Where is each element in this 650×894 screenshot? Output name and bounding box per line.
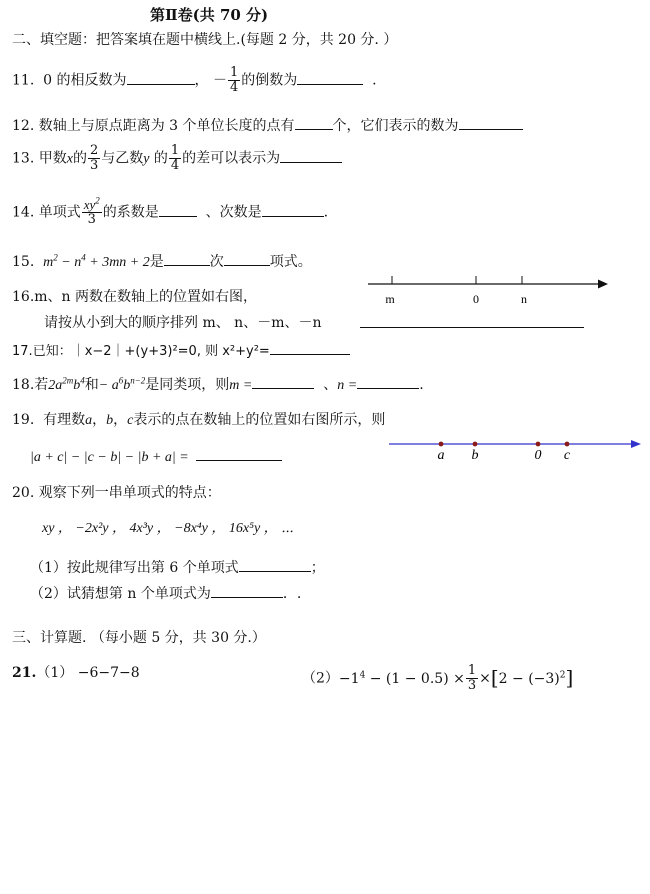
q19-var-b: b	[106, 413, 114, 428]
q15-text-2: 次	[209, 254, 224, 270]
q20-sub-2-end: ．.	[282, 586, 302, 602]
q19-axis-label-a: a	[437, 448, 445, 463]
q20-blank-2[interactable]	[211, 583, 283, 598]
q14-end: .	[323, 204, 329, 221]
q19-expression	[30, 446, 282, 467]
q21-part-2-expr: $-1^4 - (1 - 0.5)$ ×	[338, 669, 465, 687]
q14-blank-2[interactable]	[262, 202, 324, 217]
arrow-right-icon	[598, 280, 608, 289]
q20-sub-1-end: ；	[310, 560, 325, 576]
q14-number: 14.	[12, 204, 35, 221]
q12-blank-2[interactable]	[459, 115, 523, 130]
q21-part-2-label: （2）	[302, 670, 339, 687]
q18-term-1: $2a^{2m}b^4$	[48, 375, 85, 393]
q12-number: 12.	[12, 118, 35, 134]
q16-line-2-text: 请按从小到大的顺序排列 m、 n、－m、－n	[44, 315, 322, 331]
q13-var-y: y	[143, 151, 150, 167]
q15-expression: $m^2 - n^4 + 3mn + 2$	[43, 252, 150, 270]
q11-text-2: 的倒数为	[241, 72, 298, 89]
q13-of-2: 的	[153, 150, 168, 167]
q14-text-1: 单项式	[38, 204, 81, 221]
section-3-header: 三、计算题. （每小题 5 分，共 30 分.）	[12, 630, 266, 646]
question-14	[12, 195, 329, 227]
question-21	[12, 664, 140, 682]
q16-axis-label-m: m	[385, 292, 395, 306]
q14-text-2: 的系数是	[102, 204, 159, 221]
q18-sep: 、	[323, 377, 338, 393]
q21-fraction: $\frac{1}{3}$	[467, 663, 477, 693]
q20-sub-2-text: （2）试猜想第 n 个单项式为	[30, 586, 211, 602]
q11-end: .	[372, 72, 377, 89]
q20-text: 观察下列一串单项式的特点：	[38, 485, 221, 501]
q15-text-3: 项式。	[269, 254, 312, 270]
q11-blank-1[interactable]	[127, 70, 195, 85]
q19-expression-text: |a + c| − |c − b| − |b + a| =	[30, 450, 189, 465]
q18-m-eq: m =	[229, 378, 253, 393]
question-17	[12, 340, 350, 361]
q11-fraction: $\frac{1}{4}$	[229, 65, 239, 95]
q21-bracket-expr: $2 - (-3)^2$	[498, 669, 566, 687]
q16-number: 16.	[12, 289, 35, 305]
q15-text-1: 是	[149, 254, 164, 270]
q19-comma-1: ，	[92, 412, 107, 428]
q11-text-1: 0 的相反数为	[43, 72, 127, 89]
q19-axis-label-c: c	[563, 448, 571, 463]
q17-blank[interactable]	[270, 340, 350, 355]
q16-axis-label-0: 0	[473, 292, 479, 306]
q14-text-3: 、次数是	[205, 204, 262, 221]
q13-var-x: x	[66, 151, 73, 167]
q13-fraction-1: $\frac{2}{3}$	[89, 143, 99, 173]
q13-text-3: 的差可以表示为	[182, 150, 281, 167]
q12-blank-1[interactable]	[295, 115, 333, 130]
q21-part-1: （1） −6−7−8	[36, 665, 140, 681]
q19-axis-label-0: 0	[534, 448, 542, 463]
q17-text: 已知：｜x−2｜+(y+3)²=0, 则 x²+y²=	[32, 344, 270, 359]
q15-number: 15.	[12, 254, 35, 270]
q19-text-1: 有理数	[43, 412, 86, 428]
q13-fraction-2: $\frac{1}{4}$	[170, 143, 180, 173]
question-19	[12, 411, 385, 430]
question-18	[12, 374, 424, 395]
q16-blank[interactable]	[360, 313, 584, 328]
q12-text-1: 数轴上与原点距离为 3 个单位长度的点有	[38, 118, 295, 134]
q13-text-2: 与乙数	[101, 150, 144, 167]
q20-sub-1	[30, 557, 325, 577]
q21-times: ×	[479, 670, 491, 687]
q19-axis-label-b: b	[471, 448, 479, 463]
q18-text-3: 是同类项，则	[145, 377, 230, 393]
q13-number: 13.	[12, 150, 35, 167]
q17-number: 17.	[12, 344, 33, 359]
question-15	[12, 251, 312, 272]
q20-blank-1[interactable]	[239, 557, 311, 572]
q11-minus: －	[212, 72, 227, 89]
q14-fraction: $\frac{xy^2}{3}$	[83, 195, 100, 227]
q19-blank[interactable]	[196, 446, 282, 461]
q14-blank-1[interactable]	[159, 202, 197, 217]
q11-number: 11.	[12, 72, 35, 89]
q20-sub-1-text: （1）按此规律写出第 6 个单项式	[30, 560, 239, 576]
q16-axis-label-n: n	[521, 292, 527, 306]
q20-number: 20.	[12, 485, 35, 501]
q15-blank-1[interactable]	[164, 251, 210, 266]
q15-blank-2[interactable]	[224, 251, 270, 266]
q19-comma-2: ，	[113, 412, 128, 428]
q13-of-1: 的	[72, 150, 87, 167]
question-16-line-2	[44, 314, 321, 332]
q19-var-c: c	[127, 413, 134, 428]
q18-n-eq: n =	[337, 378, 358, 393]
q21-number: 21.	[12, 665, 37, 681]
q18-blank-m[interactable]	[252, 374, 314, 389]
q16-line-1: m、n 两数在数轴上的位置如右图，	[34, 289, 258, 305]
q13-blank[interactable]	[280, 148, 342, 163]
q11-blank-2[interactable]	[297, 70, 363, 85]
q21-part-2: $(2)-1^4 - (1 - 0.5)$ × $\frac{1}{3}$ $\times[2 - (-3)^2]$	[302, 663, 574, 693]
q20-series: xy ， −2x²y ， 4x³y ， −8x⁴y ， 16x⁵y ， ⋯	[42, 521, 294, 536]
q19-number-line	[385, 432, 645, 464]
q19-number: 19.	[12, 412, 35, 428]
q18-term-2: − $a^6b^{n-2}$	[98, 375, 146, 393]
q13-text-1: 甲数	[38, 150, 67, 167]
question-20	[12, 484, 221, 502]
q18-text-1: 若	[34, 377, 49, 393]
question-16	[12, 288, 257, 306]
page-title: 第Ⅱ卷(共 70 分)	[150, 6, 269, 24]
q16-number-line	[360, 272, 620, 312]
q19-var-a: a	[85, 413, 93, 428]
q12-text-2: 个，它们表示的数为	[332, 118, 459, 134]
question-11: 11. 0 的相反数为 ， － $\frac{1}{4}$ 的倒数为 .	[12, 65, 377, 95]
q19-text-2: 表示的点在数轴上的位置如右图所示，则	[133, 412, 386, 428]
section-2-header: 二、填空题：把答案填在题中横线上.(每题 2 分，共 20 分. ）	[12, 32, 398, 48]
arrow-right-icon	[631, 440, 641, 448]
question-12	[12, 115, 523, 135]
q20-sub-2	[30, 583, 301, 603]
q18-text-2: 和	[84, 377, 99, 393]
question-13	[12, 144, 342, 173]
q18-end: .	[419, 377, 424, 393]
q18-blank-n[interactable]	[357, 374, 419, 389]
q18-number: 18.	[12, 377, 35, 393]
